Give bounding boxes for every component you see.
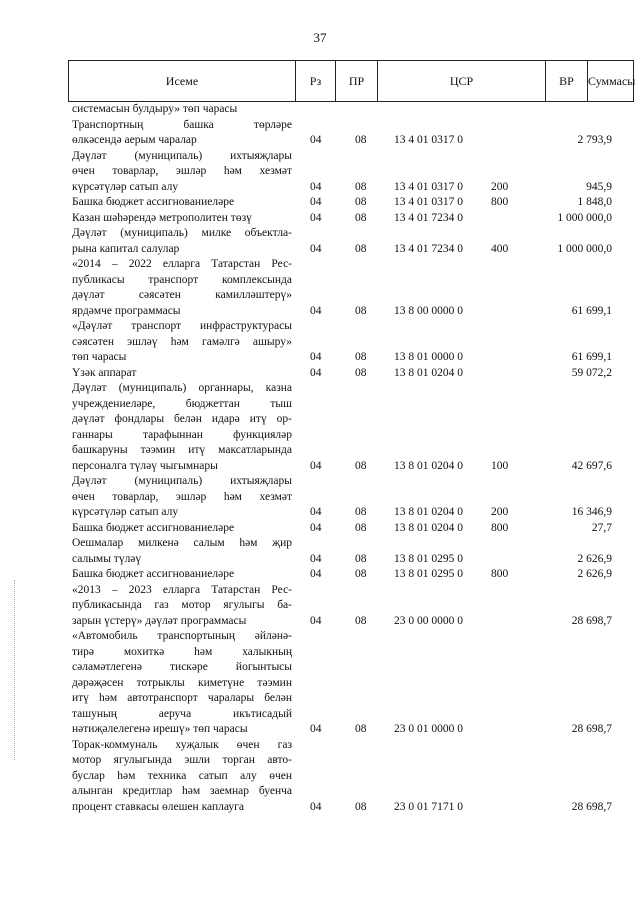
- row-name-line: системасын булдыру» төп чарасы: [72, 103, 238, 115]
- row-pr: 08: [355, 568, 367, 580]
- row-name-line: итү һәм автотранспорт чаралары белән: [72, 692, 292, 704]
- row-rz: 04: [310, 459, 322, 472]
- row-name-line: публикасында газ мотор ягулыгы ба-: [72, 599, 292, 611]
- row-name-line: өлкәсендә аерым чаралар: [72, 134, 197, 146]
- row-csr: 13 4 01 7234 0: [394, 242, 463, 255]
- row-csr: 13 8 01 0204 0: [394, 366, 463, 379]
- row-pr: 08: [355, 506, 367, 518]
- row-pr: 08: [355, 800, 367, 813]
- row-name-line: сәясәтен эшләү һәм гамәлгә ашыру»: [72, 335, 292, 348]
- row-rz: 04: [310, 506, 322, 518]
- row-name-line: дәүләт фондлары белән идарә итү ор-: [72, 413, 292, 425]
- table-row: [0, 257, 640, 319]
- row-name-line: процент ставкасы өлешен каплауга: [72, 800, 244, 813]
- row-name-line: өчен товарлар, эшләр һәм хезмәт: [72, 490, 292, 503]
- row-name-line: ярдәмче программасы: [72, 304, 181, 317]
- row-name: [72, 319, 292, 366]
- row-rz: 04: [310, 180, 322, 193]
- row-csr: 13 4 01 0317 0: [394, 134, 463, 146]
- row-sum: 2 626,9: [577, 568, 612, 580]
- row-name-line: Дәүләт (муниципаль) милке объектла-: [72, 227, 292, 239]
- row-name: [72, 629, 292, 738]
- row-sum: 1 000 000,0: [557, 242, 612, 255]
- row-sum: 59 072,2: [571, 366, 612, 379]
- row-name-line: Дәүләт (муниципаль) ихтыяҗлары: [72, 149, 292, 162]
- row-name: [72, 583, 292, 630]
- row-name-line: «Дәүләт транспорт инфраструктурасы: [72, 320, 292, 332]
- row-rz: 04: [310, 800, 322, 813]
- row-name-line: башкаруны тәэмин итү максатларында: [72, 444, 292, 456]
- row-pr: 08: [355, 134, 367, 146]
- table-row: [0, 149, 640, 196]
- row-name: [72, 366, 292, 382]
- row-name: [72, 521, 292, 537]
- row-rz: 04: [310, 521, 322, 534]
- row-pr: 08: [355, 521, 367, 534]
- row-name-line: Казан шәһәрендә метрополитен төзү: [72, 211, 252, 224]
- row-name: [72, 102, 292, 118]
- row-sum: 1 848,0: [577, 196, 612, 208]
- row-pr: 08: [355, 211, 367, 224]
- row-name-line: учреждениеләре, бюджеттан тыш: [72, 397, 292, 410]
- table-row: [0, 474, 640, 521]
- row-pr: 08: [355, 196, 367, 208]
- row-name-line: тирә мохиткә һәм халыкның: [72, 645, 292, 658]
- row-pr: 08: [355, 351, 367, 363]
- row-name-line: «2013 – 2023 елларга Татарстан Рес-: [72, 583, 292, 596]
- row-csr: 13 8 01 0204 0: [394, 459, 463, 472]
- row-name: [72, 567, 292, 583]
- row-sum: 2 626,9: [577, 552, 612, 565]
- row-csr: 23 0 00 0000 0: [394, 614, 463, 627]
- row-name-line: мотор ягулыгында эшли торган авто-: [72, 754, 292, 766]
- margin-marks: [14, 580, 19, 760]
- row-rz: 04: [310, 196, 322, 208]
- row-rz: 04: [310, 242, 322, 255]
- row-name: [72, 226, 292, 257]
- row-name-line: Үзәк аппарат: [72, 366, 137, 379]
- row-sum: 27,7: [591, 521, 612, 534]
- table-row: [0, 536, 640, 567]
- row-rz: 04: [310, 552, 322, 565]
- table-row: [0, 366, 640, 382]
- row-csr: 13 8 01 0204 0: [394, 521, 463, 534]
- row-sum: 61 699,1: [571, 351, 612, 363]
- row-name: [72, 211, 292, 227]
- row-name: [72, 149, 292, 196]
- table-header: [68, 60, 634, 102]
- table-row: [0, 118, 640, 149]
- row-sum: 28 698,7: [571, 614, 612, 627]
- row-name-line: Оешмалар милкенә салым һәм җир: [72, 537, 292, 549]
- row-pr: 08: [355, 304, 367, 317]
- row-rz: 04: [310, 723, 322, 735]
- row-name: [72, 257, 292, 319]
- page-number: 37: [313, 30, 327, 45]
- row-name-line: өчен товарлар, эшләр һәм хезмәт: [72, 165, 292, 177]
- table-row: [0, 226, 640, 257]
- row-csr: 13 8 00 0000 0: [394, 304, 463, 317]
- row-name-line: алынган кредитлар һәм заемнар буенча: [72, 785, 292, 797]
- row-csr: 13 8 01 0295 0: [394, 568, 463, 580]
- row-name: [72, 118, 292, 149]
- row-rz: 04: [310, 614, 322, 627]
- row-name-line: Башка бюджет ассигнованиеләре: [72, 521, 235, 534]
- row-sum: 2 793,9: [577, 134, 612, 146]
- row-vr: 200: [491, 506, 509, 518]
- row-sum: 28 698,7: [571, 723, 612, 735]
- table-row: [0, 629, 640, 738]
- row-csr: 13 8 01 0204 0: [394, 506, 463, 518]
- header-pr: ПР: [336, 61, 378, 101]
- header-rz: Рз: [296, 61, 336, 101]
- row-vr: 400: [491, 242, 509, 255]
- table-row: [0, 738, 640, 816]
- row-rz: 04: [310, 568, 322, 580]
- row-sum: 61 699,1: [571, 304, 612, 317]
- row-pr: 08: [355, 459, 367, 472]
- row-sum: 28 698,7: [571, 800, 612, 813]
- row-pr: 08: [355, 242, 367, 255]
- row-sum: 42 697,6: [571, 459, 612, 472]
- row-name-line: персоналга түләү чыгымнары: [72, 459, 218, 472]
- row-name-line: төп чарасы: [72, 351, 127, 363]
- row-name-line: ташуның аеруча икътисадый: [72, 707, 292, 720]
- row-csr: 23 0 01 7171 0: [394, 800, 463, 813]
- row-pr: 08: [355, 723, 367, 735]
- row-name-line: күрсәтүләр сатып алу: [72, 180, 179, 193]
- row-csr: 13 4 01 7234 0: [394, 211, 463, 224]
- row-rz: 04: [310, 211, 322, 224]
- row-csr: 13 8 01 0295 0: [394, 552, 463, 565]
- row-vr: 100: [491, 459, 509, 472]
- row-name-line: зарын үстерү» дәүләт программасы: [72, 614, 247, 627]
- row-vr: 800: [491, 568, 509, 580]
- row-vr: 200: [491, 180, 509, 193]
- row-csr: 13 8 01 0000 0: [394, 351, 463, 363]
- row-csr: 13 4 01 0317 0: [394, 180, 463, 193]
- row-name-line: «Автомобиль транспортының әйләнә-: [72, 630, 292, 642]
- table-row: [0, 521, 640, 537]
- row-name: [72, 381, 292, 474]
- row-name-line: ганнары тарафыннан функцияләр: [72, 428, 292, 441]
- row-name-line: буслар һәм техника сатып алу өчен: [72, 769, 292, 782]
- table-row: [0, 211, 640, 227]
- row-csr: 13 4 01 0317 0: [394, 196, 463, 208]
- row-name-line: публикасы транспорт комплексында: [72, 273, 292, 286]
- row-name-line: Дәүләт (муниципаль) органнары, казна: [72, 382, 292, 394]
- table-row: [0, 381, 640, 474]
- row-vr: 800: [491, 196, 509, 208]
- row-name: [72, 536, 292, 567]
- row-name-line: «2014 – 2022 елларга Татарстан Рес-: [72, 258, 292, 270]
- row-name-line: Торак-коммуналь хуҗалык өчен газ: [72, 738, 292, 751]
- header-name: Исеме: [69, 61, 296, 101]
- row-csr: 23 0 01 0000 0: [394, 723, 463, 735]
- row-name: [72, 195, 292, 211]
- table-row: [0, 319, 640, 366]
- header-csr: ЦСР: [378, 61, 546, 101]
- table-row: [0, 583, 640, 630]
- table-row: [0, 567, 640, 583]
- row-name-line: Башка бюджет ассигнованиеләре: [72, 196, 235, 208]
- table-row: [0, 102, 640, 118]
- row-name-line: күрсәтүләр сатып алу: [72, 506, 179, 518]
- row-rz: 04: [310, 134, 322, 146]
- row-rz: 04: [310, 366, 322, 379]
- row-pr: 08: [355, 366, 367, 379]
- row-sum: 16 346,9: [571, 506, 612, 518]
- row-name-line: сәламәтлегенә тискәре йогынтысы: [72, 661, 292, 673]
- table-row: [0, 195, 640, 211]
- table-body: [0, 102, 640, 815]
- row-name-line: дәрәҗәсен тотрыклы киметүне тәэмин: [72, 676, 292, 689]
- row-name: [72, 474, 292, 521]
- row-name-line: нәтиҗәлелегенә ирешү» төп чарасы: [72, 723, 248, 735]
- row-name-line: салымы түләү: [72, 552, 142, 565]
- row-pr: 08: [355, 180, 367, 193]
- row-name-line: Башка бюджет ассигнованиеләре: [72, 568, 235, 580]
- row-pr: 08: [355, 614, 367, 627]
- row-sum: 1 000 000,0: [557, 211, 612, 224]
- header-sum: Суммасы: [588, 74, 636, 88]
- row-sum: 945,9: [586, 180, 612, 193]
- row-vr: 800: [491, 521, 509, 534]
- row-name-line: Транспортның башка төрләре: [72, 118, 292, 131]
- header-vr: ВР: [546, 61, 588, 101]
- row-name-line: Дәүләт (муниципаль) ихтыяҗлары: [72, 475, 292, 487]
- row-name-line: дәүләт сәясәтен камилләштерү»: [72, 289, 292, 301]
- row-pr: 08: [355, 552, 367, 565]
- row-rz: 04: [310, 304, 322, 317]
- row-name-line: рына капитал салулар: [72, 242, 180, 255]
- row-rz: 04: [310, 351, 322, 363]
- row-name: [72, 738, 292, 816]
